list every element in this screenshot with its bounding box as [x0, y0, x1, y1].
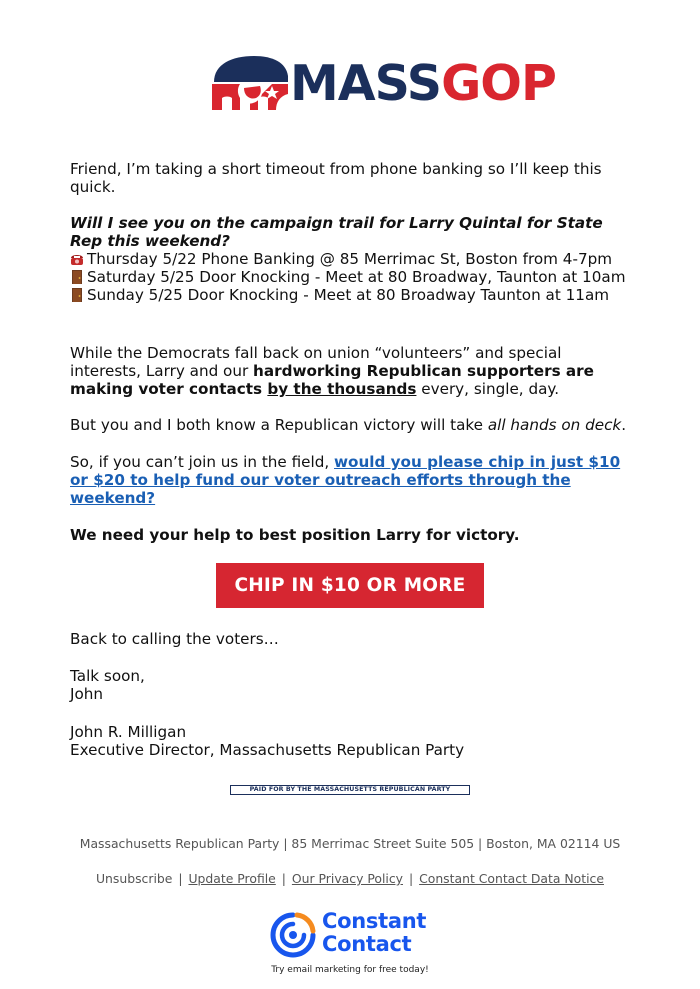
chip-in-button[interactable]: CHIP IN $10 OR MORE [216, 563, 484, 608]
intro-paragraph: Friend, I’m taking a short timeout from phone banking so I’ll keep this quick. [70, 160, 602, 196]
constant-contact-icon [270, 912, 316, 958]
data-notice-link[interactable]: Constant Contact Data Notice [419, 871, 604, 886]
democrats-paragraph: While the Democrats fall back on union “volunteers” and special interests, Larry and our hardworking Republican supporters are making voter contacts by the thousands every, single, day. [70, 344, 594, 398]
constant-contact-logo[interactable] [270, 910, 440, 960]
paid-for-disclaimer: PAID FOR BY THE MASSACHUSETTS REPUBLICAN PARTY [230, 785, 470, 795]
door-icon [70, 270, 84, 284]
event-item: Saturday 5/25 Door Knocking - Meet at 80 Broadway, Taunton at 10am [70, 268, 635, 286]
chip-in-paragraph: So, if you can’t join us in the field, would you please chip in just $10 or $20 to help fund our voter outreach efforts through the weekend? [70, 453, 621, 507]
event-item: Sunday 5/25 Door Knocking - Meet at 80 Broadway Taunton at 11am [70, 286, 635, 304]
cc-tagline[interactable]: Try email marketing for free today! [271, 965, 429, 975]
unsubscribe-link[interactable]: Unsubscribe [95, 871, 173, 886]
help-paragraph: We need your help to best position Larry for victory. [70, 526, 520, 544]
massgop-logo[interactable] [210, 52, 556, 116]
privacy-policy-link[interactable]: Our Privacy Policy [291, 871, 403, 886]
update-profile-link[interactable]: Update Profile [188, 871, 276, 886]
cc-wordmark: Constant Contact [322, 909, 427, 956]
event-item: Thursday 5/22 Phone Banking @ 85 Merrimac St, Boston from 4-7pm [70, 250, 635, 268]
victory-paragraph: But you and I both know a Republican victory will take all hands on deck. [70, 416, 627, 434]
footer-links: Unsubscribe | Update Profile | Our Privacy Policy | Constant Contact Data Notice [95, 871, 604, 886]
door-icon [70, 288, 84, 302]
logo-wordmark: MASSGOP [290, 55, 556, 112]
events-block [70, 214, 635, 304]
signoff: Talk soon, John [70, 667, 145, 703]
closing-line: Back to calling the voters… [70, 630, 279, 648]
telephone-icon [70, 252, 84, 266]
signature: John R. Milligan Executive Director, Massachusetts Republican Party [70, 723, 465, 759]
elephant-icon [210, 52, 290, 116]
donate-link[interactable]: would you please chip in just $10 or $20 to help fund our voter outreach efforts through the weekend? [70, 453, 621, 507]
footer-address: Massachusetts Republican Party | 85 Merrimac Street Suite 505 | Boston, MA 02114 US [79, 836, 621, 851]
campaign-question: Will I see you on the campaign trail for Larry Quintal for State Rep this weekend? [70, 214, 603, 250]
